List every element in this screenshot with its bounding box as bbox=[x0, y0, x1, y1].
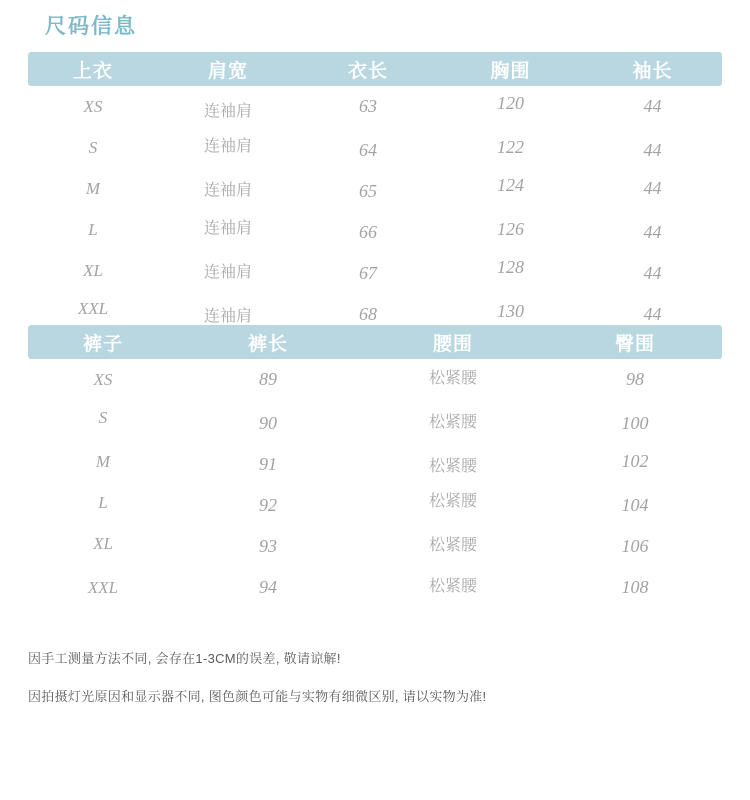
pants-cell-length: 91 bbox=[259, 454, 277, 474]
tops-cell-sleeve: 44 bbox=[643, 222, 662, 242]
tops-cell-sleeve: 44 bbox=[643, 96, 662, 116]
pants-cell-size: L bbox=[98, 492, 108, 512]
pants-cell-length: 93 bbox=[259, 536, 277, 556]
pants-cell-hip: 102 bbox=[621, 451, 649, 471]
tops-cell-bust: 130 bbox=[497, 301, 524, 321]
pants-cell-waist: 松紧腰 bbox=[428, 537, 477, 554]
pants-cell-hip: 100 bbox=[621, 413, 649, 433]
tops-cell-length: 66 bbox=[359, 222, 377, 242]
pants-table-header-row bbox=[28, 325, 722, 359]
page-title: 尺码信息 bbox=[45, 14, 137, 38]
tops-cell-bust: 128 bbox=[497, 257, 524, 277]
tops-cell-shoulder: 连袖肩 bbox=[203, 138, 252, 155]
pants-cell-waist: 松紧腰 bbox=[428, 414, 477, 431]
pants-cell-size: M bbox=[95, 451, 111, 471]
tops-cell-size: XXL bbox=[77, 298, 109, 318]
tops-cell-length: 64 bbox=[359, 140, 377, 160]
pants-header-length: 裤长 bbox=[247, 333, 288, 355]
pants-cell-size: XL bbox=[93, 533, 113, 553]
pants-size-table bbox=[28, 325, 722, 605]
table-row bbox=[28, 209, 722, 250]
tops-header-shoulder: 肩宽 bbox=[207, 60, 248, 82]
tops-header-length: 衣长 bbox=[347, 60, 388, 82]
tops-cell-length: 65 bbox=[359, 181, 377, 201]
pants-cell-waist: 松紧腰 bbox=[428, 578, 477, 595]
tops-cell-size: S bbox=[88, 137, 98, 157]
pants-cell-waist: 松紧腰 bbox=[428, 493, 477, 510]
table-row bbox=[28, 86, 722, 127]
tops-cell-bust: 122 bbox=[497, 137, 524, 157]
tops-cell-size: L bbox=[88, 219, 98, 239]
tops-cell-bust: 124 bbox=[497, 175, 524, 195]
tops-header-bust: 胸围 bbox=[490, 60, 531, 82]
pants-cell-hip: 106 bbox=[621, 536, 649, 556]
tops-cell-shoulder: 连袖肩 bbox=[203, 220, 252, 237]
tops-cell-sleeve: 44 bbox=[643, 263, 662, 283]
color-note: 因拍摄灯光原因和显示器不同, 图色颜色可能与实物有细微区别, 请以实物为准! bbox=[28, 689, 487, 704]
pants-cell-waist: 松紧腰 bbox=[428, 370, 477, 387]
pants-cell-length: 94 bbox=[259, 577, 277, 597]
pants-cell-hip: 104 bbox=[621, 495, 649, 515]
table-row bbox=[28, 359, 722, 400]
tops-cell-size: XS bbox=[83, 96, 103, 116]
table-row bbox=[28, 400, 722, 441]
pants-cell-hip: 98 bbox=[626, 369, 644, 389]
tops-header-category: 上衣 bbox=[72, 60, 113, 82]
tops-cell-bust: 126 bbox=[497, 219, 524, 239]
table-row bbox=[28, 523, 722, 564]
tops-cell-sleeve: 44 bbox=[643, 140, 662, 160]
pants-cell-hip: 108 bbox=[621, 577, 649, 597]
table-row bbox=[28, 250, 722, 291]
tops-cell-shoulder: 连袖肩 bbox=[203, 182, 252, 199]
pants-cell-length: 90 bbox=[259, 413, 277, 433]
tops-cell-shoulder: 连袖肩 bbox=[203, 308, 252, 325]
pants-cell-size: XXL bbox=[87, 577, 119, 597]
tops-cell-length: 67 bbox=[359, 263, 377, 283]
pants-cell-length: 89 bbox=[259, 369, 277, 389]
table-row bbox=[28, 482, 722, 523]
pants-header-hip: 臀围 bbox=[614, 333, 655, 355]
tops-cell-bust: 120 bbox=[497, 93, 524, 113]
tops-cell-length: 68 bbox=[359, 304, 377, 324]
tops-cell-size: XL bbox=[83, 260, 103, 280]
table-row bbox=[28, 127, 722, 168]
table-row bbox=[28, 168, 722, 209]
pants-header-waist: 腰围 bbox=[432, 333, 473, 355]
tops-cell-sleeve: 44 bbox=[643, 178, 662, 198]
tops-cell-size: M bbox=[85, 178, 101, 198]
pants-cell-size: XS bbox=[93, 369, 113, 389]
pants-cell-size: S bbox=[98, 407, 108, 427]
pants-cell-length: 92 bbox=[259, 495, 277, 515]
tops-cell-length: 63 bbox=[359, 96, 377, 116]
table-row bbox=[28, 564, 722, 605]
measurement-note: 因手工测量方法不同, 会存在1-3CM的误差, 敬请谅解! bbox=[28, 651, 341, 666]
tops-cell-sleeve: 44 bbox=[643, 304, 662, 324]
pants-cell-waist: 松紧腰 bbox=[428, 458, 477, 475]
tops-header-sleeve: 袖长 bbox=[632, 60, 673, 82]
tops-cell-shoulder: 连袖肩 bbox=[203, 264, 252, 281]
disclaimer-notes bbox=[28, 648, 722, 724]
tops-cell-shoulder: 连袖肩 bbox=[203, 103, 252, 120]
pants-header-category: 裤子 bbox=[82, 333, 123, 355]
table-row bbox=[28, 441, 722, 482]
tops-table-header-row bbox=[28, 52, 722, 86]
tops-size-table bbox=[28, 52, 722, 332]
